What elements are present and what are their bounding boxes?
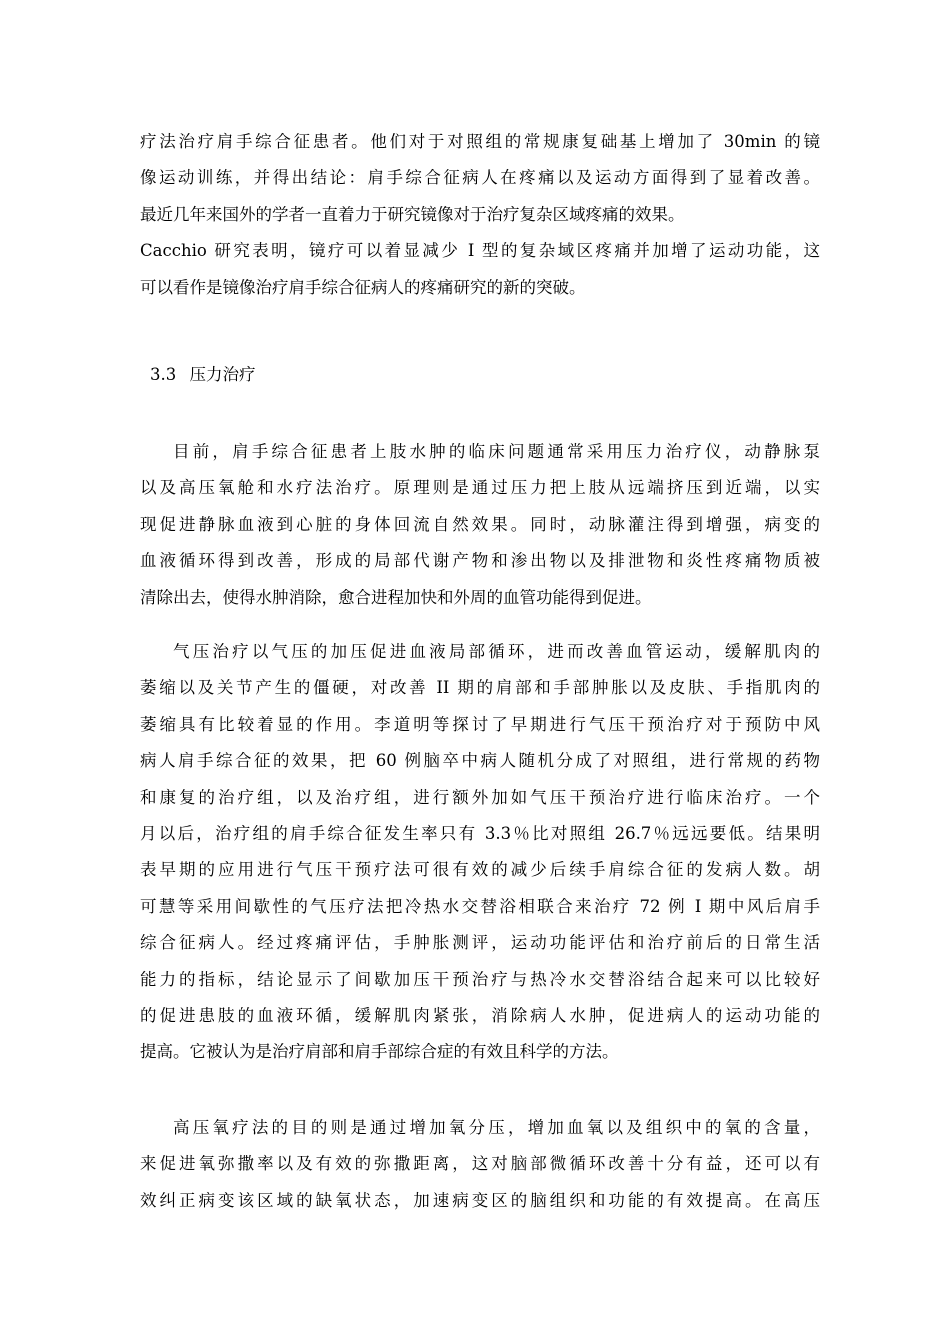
text-line: 可慧等采用间歇性的气压疗法把冷热水交替浴相联合来治疗 72 例 I 期中风后肩手 — [140, 896, 820, 916]
text-line: 萎缩具有比较着显的作用。李道明等探讨了早期进行气压干预治疗对于预防中风 — [140, 714, 820, 734]
text-line: 疗法治疗肩手综合征患者。他们对于对照组的常规康复础基上增加了 30min 的镜 — [140, 132, 820, 151]
text-line: 清除出去，使得水肿消除，愈合进程加快和外周的血管功能得到促进。 — [140, 587, 652, 607]
section-title: 压力治疗 — [189, 365, 256, 384]
text-line: 可以看作是镜像治疗肩手综合征病人的疼痛研究的新的突破。 — [140, 277, 586, 297]
text-line: Cacchio 研究表明，镜疗可以着显减少 I 型的复杂域区疼痛并加增了运动功能，这 — [140, 241, 820, 261]
text-line: 能力的指标，结论显示了间歇加压干预治疗与热冷水交替浴结合起来可以比较好 — [140, 969, 820, 989]
text-line: 萎缩以及关节产生的僵硬，对改善 II 期的肩部和手部肿胀以及皮肤、手指肌肉的 — [140, 678, 820, 698]
text-line: 目前，肩手综合征患者上肢水肿的临床问题通常采用压力治疗仪，动静脉泵 — [173, 442, 820, 461]
paragraph-1 — [140, 434, 820, 616]
text-line: 表早期的应用进行气压干预疗法可很有效的减少后续手肩综合征的发病人数。胡 — [140, 860, 820, 880]
text-line: 效纠正病变该区域的缺氧状态，加速病变区的脑组织和功能的有效提高。在高压 — [140, 1190, 820, 1210]
text-line: 高压氧疗法的目的则是通过增加氧分压，增加血氧以及组织中的氧的含量， — [173, 1118, 820, 1137]
text-line: 的促进患肢的血液环循，缓解肌肉紧张，消除病人水肿，促进病人的运动功能的 — [140, 1005, 820, 1025]
text-line: 和康复的治疗组，以及治疗组，进行额外加如气压干预治疗进行临床治疗。一个 — [140, 787, 820, 807]
section-heading — [150, 360, 256, 390]
text-line: 来促进氧弥撒率以及有效的弥撒距离，这对脑部微循环改善十分有益，还可以有 — [140, 1154, 820, 1174]
text-line: 现促进静脉血液到心脏的身体回流自然效果。同时，动脉灌注得到增强，病变的 — [140, 514, 820, 534]
text-line: 病人肩手综合征的效果，把 60 例脑卒中病人随机分成了对照组，进行常规的药物 — [140, 751, 820, 771]
section-number: 3.3 — [150, 365, 177, 384]
paragraph-2 — [140, 634, 820, 1071]
text-line: 综合征病人。经过疼痛评估，手肿胀测评，运动功能评估和治疗前后的日常生活 — [140, 933, 820, 953]
text-line: 血液循环得到改善，形成的局部代谢产物和渗出物以及排泄物和炎性疼痛物质被 — [140, 551, 820, 571]
text-line: 提高。它被认为是治疗肩部和肩手部综合症的有效且科学的方法。 — [140, 1042, 619, 1062]
text-line: 月以后，治疗组的肩手综合征发生率只有 3.3％比对照组 26.7％远远要低。结果明 — [140, 823, 820, 843]
text-line: 像运动训练，并得出结论：肩手综合征病人在疼痛以及运动方面得到了显着改善。 — [140, 168, 820, 188]
text-line: 气压治疗以气压的加压促进血液局部循环，进而改善血管运动，缓解肌肉的 — [173, 642, 820, 661]
text-line: 最近几年来国外的学者一直着力于研究镜像对于治疗复杂区域疼痛的效果。 — [140, 204, 685, 224]
paragraph-intro — [140, 124, 820, 306]
paragraph-3 — [140, 1110, 820, 1219]
text-line: 以及高压氧舱和水疗法治疗。原理则是通过压力把上肢从远端挤压到近端，以实 — [140, 478, 820, 498]
